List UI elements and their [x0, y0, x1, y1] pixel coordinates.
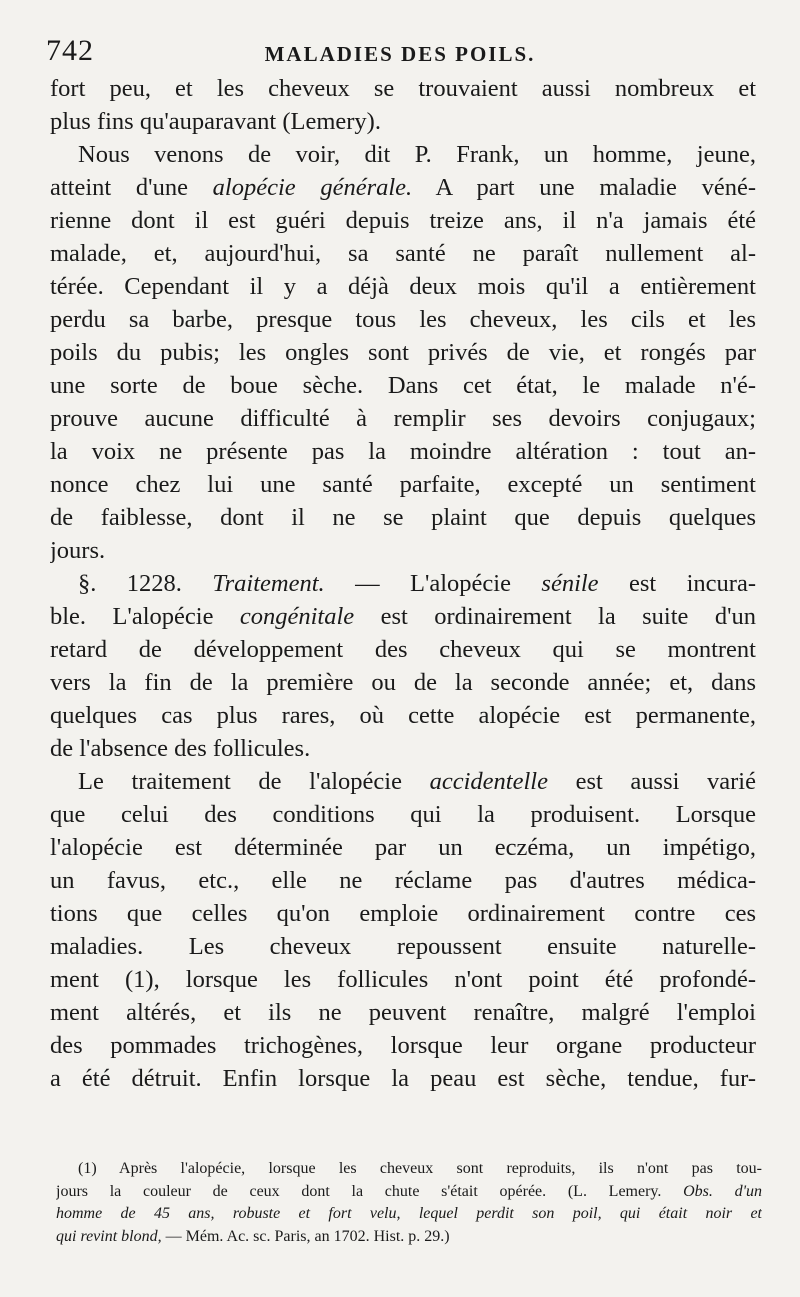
body-line — [50, 72, 756, 105]
body-text: un favus, etc., elle ne réclame pas d'autres médica- — [50, 867, 756, 894]
body-line — [50, 501, 756, 534]
body-text: jours. — [50, 537, 106, 564]
footnote-line — [56, 1158, 762, 1181]
footnote-line — [56, 1181, 762, 1204]
body-text: ble. L'alopécie — [50, 603, 240, 630]
body-text: est ordinairement la suite d'un — [354, 603, 756, 630]
body-text: A part une maladie véné- — [412, 174, 756, 201]
body-line — [50, 831, 756, 864]
body-text: fort peu, et les cheveux se trouvaient aussi nombreux et — [50, 75, 756, 102]
body-line — [50, 534, 756, 567]
footnote-text: — Mém. Ac. sc. Paris, an 1702. Hist. p. 29.) — [161, 1227, 450, 1245]
body-line — [50, 336, 756, 369]
footnote-italic-text: qui revint blond, — [56, 1227, 162, 1245]
body-text — [50, 72, 756, 1095]
body-text: l'alopécie est déterminée par un eczéma, un impétigo, — [50, 834, 756, 861]
running-title: MALADIES DES POILS. — [264, 42, 536, 66]
body-text: malade, et, aujourd'hui, sa santé ne paraît nullement al- — [50, 240, 756, 267]
page-number: 742 — [46, 34, 94, 67]
body-line — [50, 765, 756, 798]
body-line — [50, 369, 756, 402]
body-text: de l'absence des follicules. — [50, 735, 311, 762]
body-line — [50, 468, 756, 501]
footnote-text: jours la couleur de ceux dont la chute s'était opérée. (L. Lemery. — [56, 1182, 684, 1200]
body-text: ment altérés, et ils ne peuvent renaître, malgré l'emploi — [50, 999, 756, 1026]
body-line — [50, 864, 756, 897]
footnote-line — [56, 1226, 762, 1249]
body-text: — L'alopécie — [324, 570, 542, 597]
body-line — [50, 105, 756, 138]
body-text: la voix ne présente pas la moindre altération : tout an- — [50, 438, 756, 465]
body-line — [50, 996, 756, 1029]
body-line — [50, 930, 756, 963]
body-text: térée. Cependant il y a déjà deux mois qu'il a entièrement — [50, 273, 756, 300]
body-text: poils du pubis; les ongles sont privés de vie, et rongés par — [50, 339, 756, 366]
footnote-line — [56, 1203, 762, 1226]
body-line — [50, 567, 756, 600]
body-text: atteint d'une — [50, 174, 213, 201]
body-text: tions que celles qu'on emploie ordinairement contre ces — [50, 900, 756, 927]
body-line — [50, 303, 756, 336]
body-text: que celui des conditions qui la produisent. Lorsque — [50, 801, 756, 828]
body-line — [50, 699, 756, 732]
body-text: prouve aucune difficulté à remplir ses devoirs conjugaux; — [50, 405, 756, 432]
body-line — [50, 237, 756, 270]
body-line — [50, 732, 756, 765]
body-line — [50, 138, 756, 171]
page-header — [46, 34, 754, 74]
footnote-italic-text: Obs. d'un — [683, 1182, 762, 1200]
body-line — [50, 270, 756, 303]
body-text: Le traitement de l'alopécie — [78, 768, 430, 795]
body-line — [50, 1062, 756, 1095]
body-text: une sorte de boue sèche. Dans cet état, le malade n'é- — [50, 372, 756, 399]
footnote — [56, 1158, 762, 1248]
body-text: retard de développement des cheveux qui se montrent — [50, 636, 756, 663]
footnote-italic-text: homme de 45 ans, robuste et fort velu, lequel perdit son poil, qui était noir et — [56, 1205, 762, 1222]
body-text: des pommades trichogènes, lorsque leur organe producteur — [50, 1032, 756, 1059]
body-text: Nous venons de voir, dit P. Frank, un homme, jeune, — [78, 141, 756, 168]
body-text: a été détruit. Enfin lorsque la peau est sèche, tendue, fur- — [50, 1065, 756, 1092]
body-line — [50, 666, 756, 699]
body-text: plus fins qu'auparavant (Lemery). — [50, 108, 381, 135]
body-text: est aussi varié — [547, 768, 756, 795]
body-text: perdu sa barbe, presque tous les cheveux, les cils et les — [50, 306, 756, 333]
body-italic-text: accidentelle — [429, 768, 548, 795]
body-italic-text: congénitale — [239, 603, 355, 630]
body-line — [50, 204, 756, 237]
body-italic-text: Traitement. — [212, 570, 325, 597]
body-line — [50, 798, 756, 831]
body-text: §. 1228. — [78, 570, 213, 597]
body-line — [50, 897, 756, 930]
body-text: vers la fin de la première ou de la seconde année; et, dans — [50, 669, 756, 696]
body-text: maladies. Les cheveux repoussent ensuite naturelle- — [50, 933, 756, 960]
body-line — [50, 633, 756, 666]
body-text: ment (1), lorsque les follicules n'ont point été profondé- — [50, 966, 756, 993]
body-text: rienne dont il est guéri depuis treize ans, il n'a jamais été — [50, 207, 756, 234]
body-text: est incura- — [598, 570, 756, 597]
body-text: de faiblesse, dont il ne se plaint que depuis quelques — [50, 504, 756, 531]
footnote-text: (1) Après l'alopécie, lorsque les cheveux sont reproduits, ils n'ont pas tou- — [78, 1160, 762, 1177]
body-line — [50, 435, 756, 468]
body-line — [50, 171, 756, 204]
body-text: nonce chez lui une santé parfaite, excepté un sentiment — [50, 471, 756, 498]
body-line — [50, 402, 756, 435]
body-line — [50, 963, 756, 996]
body-italic-text: alopécie générale. — [212, 174, 413, 201]
body-line — [50, 600, 756, 633]
body-italic-text: sénile — [541, 570, 599, 597]
body-line — [50, 1029, 756, 1062]
body-text: quelques cas plus rares, où cette alopécie est permanente, — [50, 702, 756, 729]
